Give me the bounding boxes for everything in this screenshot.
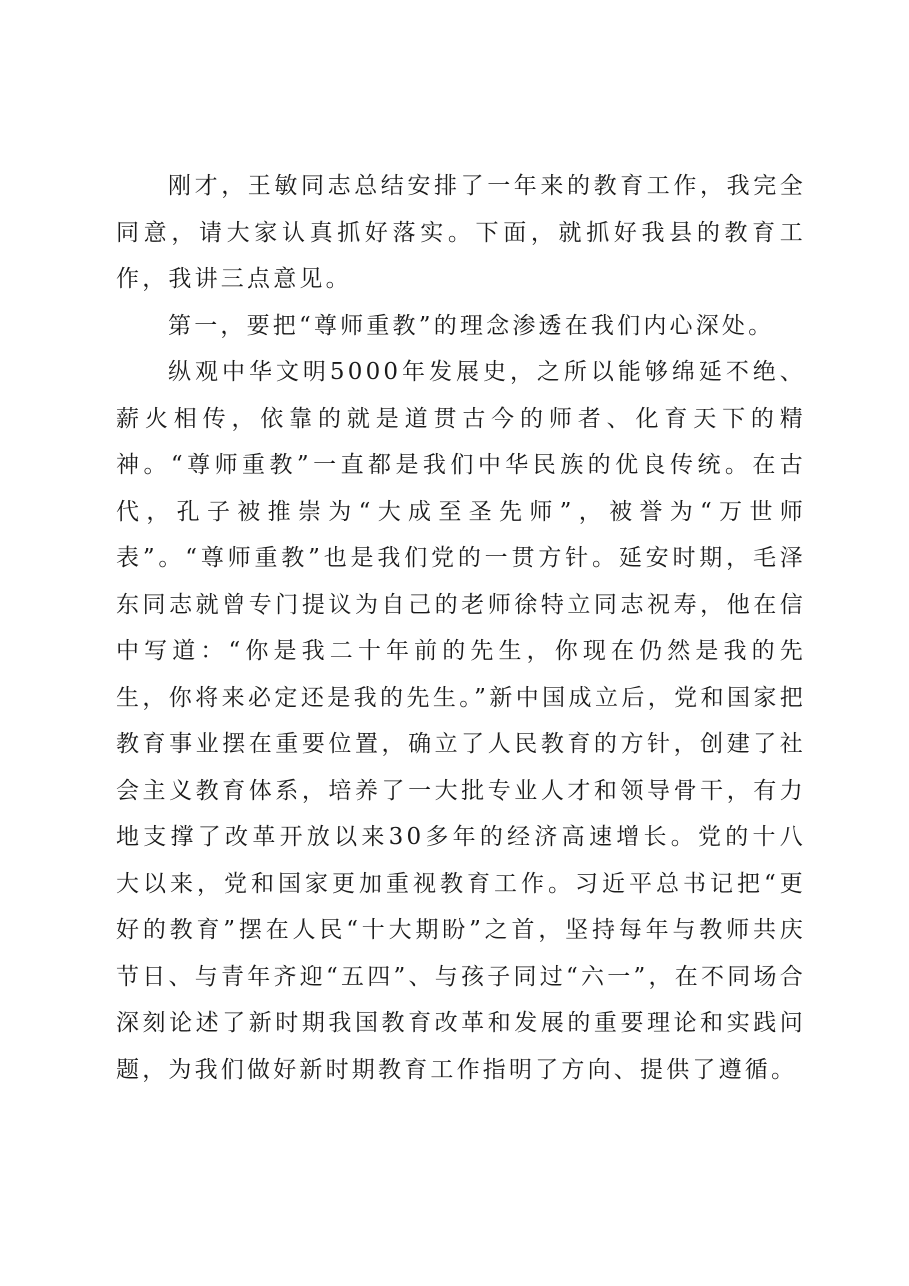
paragraph-opening: 刚才，王敏同志总结安排了一年来的教育工作，我完全同意，请大家认真抓好落实。下面，就抓好我县的教育工作，我讲三点意见。 <box>116 173 806 292</box>
document-body <box>116 163 806 1093</box>
paragraph-history: 纵观中华文明5000年发展史，之所以能够绵延不绝、薪火相传，依靠的就是道贯古今的师者、化育天下的精神。“尊师重教”一直都是我们中华民族的优良传统。在古代，孔子被推崇为“大成至圣先师”，被誉为“万世师表”。“尊师重教”也是我们党的一贯方针。延安时期，毛泽东同志就曾专门提议为自己的老师徐特立同志祝寿，他在信中写道：“你是我二十年前的先生，你现在仍然是我的先生，你将来必定还是我的先生。”新中国成立后，党和国家把教育事业摆在重要位置，确立了人民教育的方针，创建了社会主义教育体系，培养了一大批专业人才和领导骨干，有力地支撑了改革开放以来30多年的经济高速增长。党的十八大以来，党和国家更加重视教育工作。习近平总书记把“更好的教育”摆在人民“十大期盼”之首，坚持每年与教师共庆节日、与青年齐迎“五四”、与孩子同过“六一”，在不同场合深刻论述了新时期我国教育改革和发展的重要理论和实践问题，为我们做好新时期教育工作指明了方向、提供了遵循。 <box>116 359 806 1083</box>
paragraph-first-point: 第一，要把“尊师重教”的理念渗透在我们内心深处。 <box>168 312 775 339</box>
